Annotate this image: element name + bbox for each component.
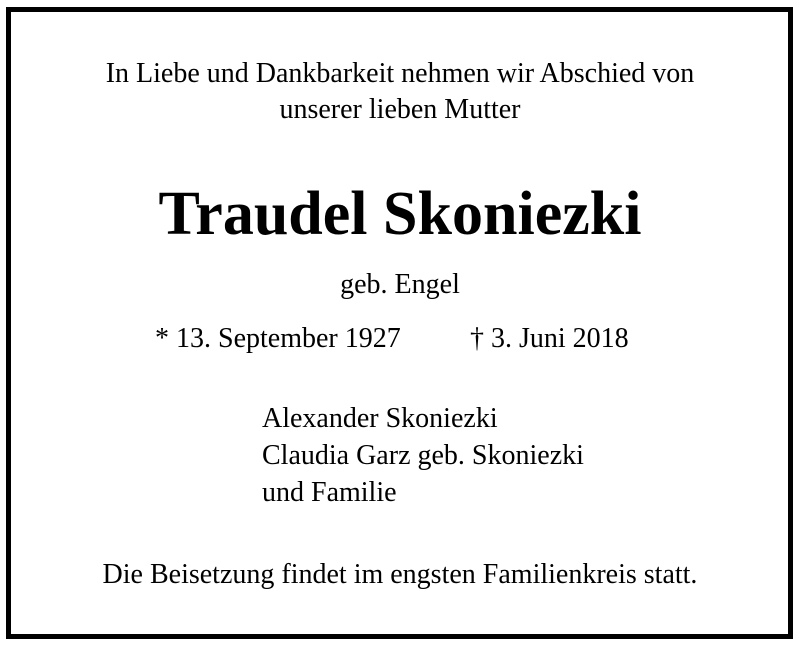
death-date: † 3. Juni 2018 xyxy=(470,323,629,354)
mourners-list xyxy=(262,400,584,511)
mourner-line: Claudia Garz geb. Skoniezki xyxy=(262,440,584,471)
birth-date: * 13. September 1927 xyxy=(155,323,401,354)
intro-line-1: In Liebe und Dankbarkeit nehmen wir Abschied von xyxy=(105,58,695,89)
intro-line-2: unserer lieben Mutter xyxy=(279,94,521,125)
funeral-note: Die Beisetzung findet im engsten Familienkreis statt. xyxy=(102,559,698,590)
intro-text xyxy=(0,56,800,128)
mourner-line: und Familie xyxy=(262,477,397,508)
deceased-name: Traudel Skoniezki xyxy=(158,180,642,248)
maiden-name: geb. Engel xyxy=(340,269,460,300)
mourner-line: Alexander Skoniezki xyxy=(262,403,498,434)
